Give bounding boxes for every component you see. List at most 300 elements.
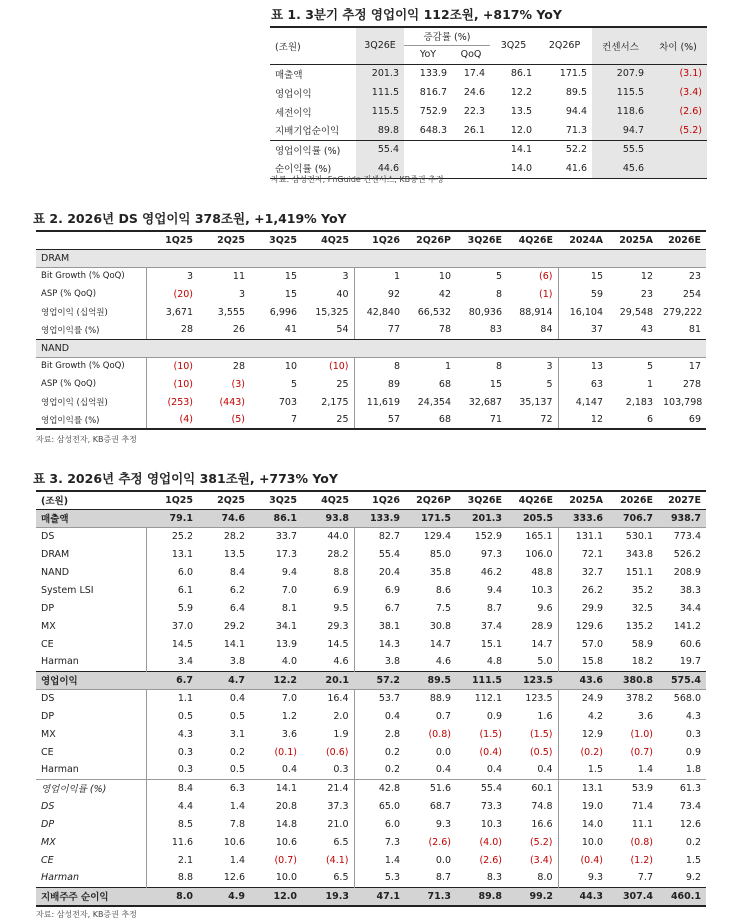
cell-value: (0.5): [529, 746, 553, 758]
row-label: 순이익률 (%): [270, 159, 356, 178]
cell-value: 8.4: [146, 779, 198, 797]
cell-value: 752.9: [419, 106, 447, 117]
cell-value: 28.9: [531, 620, 553, 632]
cell-value: 0.9: [486, 710, 502, 722]
cell-value: 118.6: [592, 102, 649, 121]
cell-value: 15.1: [480, 638, 502, 650]
cell-value: 89.8: [456, 887, 507, 906]
cell-value: 3.6: [281, 728, 297, 740]
cell-value: (2.6): [479, 854, 502, 866]
cell-value: 575.4: [658, 671, 706, 689]
cell-value: 3.4: [146, 653, 198, 671]
table3: [36, 490, 706, 907]
cell-value: 17: [688, 360, 701, 372]
cell-value: 279,222: [663, 306, 703, 318]
cell-value: 7.0: [281, 584, 297, 596]
cell-value: 6.1: [146, 581, 198, 599]
cell-value: 103,798: [663, 396, 703, 408]
cell-value: 1.5: [558, 761, 608, 779]
cell-value: 12: [558, 411, 608, 429]
cell-value: 2025A: [608, 231, 658, 249]
cell-value: 14.7: [531, 638, 553, 650]
cell-value: (4): [146, 411, 198, 429]
cell-value: 44.6: [356, 159, 404, 178]
cell-value: 5.3: [354, 869, 405, 887]
cell-value: 37: [558, 321, 608, 339]
cell-value: 307.4: [608, 887, 658, 906]
cell-value: 2Q25: [198, 231, 250, 249]
cell-value: 19.0: [558, 797, 608, 815]
row-label: Harman: [41, 656, 79, 668]
cell-value: 12.0: [510, 124, 532, 136]
cell-value: 42.8: [354, 779, 405, 797]
cell-value: 45.6: [592, 159, 649, 178]
row-label: Harman: [41, 764, 79, 776]
cell-value: 2024A: [558, 231, 608, 249]
table3-row: [36, 653, 706, 671]
cell-value: 37.4: [480, 620, 502, 632]
cell-value: 12.2: [250, 671, 302, 689]
cell-value: [404, 140, 452, 159]
cell-value: 10.6: [223, 836, 245, 848]
cell-value: 9.5: [333, 602, 349, 614]
cell-value: 165.1: [525, 530, 553, 542]
cell-value: 78: [405, 321, 456, 339]
cell-value: 32,687: [468, 396, 502, 408]
cell-value: 6.0: [146, 563, 198, 581]
cell-value: 0.4: [354, 707, 405, 725]
cell-value: 35,137: [519, 396, 553, 408]
cell-value: 38.3: [679, 584, 701, 596]
cell-value: 201.3: [456, 509, 507, 527]
cell-value: (0.7): [274, 854, 297, 866]
cell-value: 6.2: [229, 584, 245, 596]
row-label: DS: [41, 692, 55, 704]
table3-row: [36, 599, 706, 617]
cell-value: 14.1: [490, 140, 537, 159]
cell-value: 12.6: [223, 872, 245, 884]
cell-value: (6): [539, 270, 553, 282]
cell-value: 8.8: [146, 869, 198, 887]
cell-value: 94.4: [565, 106, 587, 117]
table1-col-diff: 차이 (%): [649, 27, 707, 64]
cell-value: 4.9: [198, 887, 250, 906]
cell-value: 8.7: [486, 602, 502, 614]
cell-value: 89.5: [565, 87, 587, 98]
cell-value: 53.9: [608, 779, 658, 797]
row-label: Bit Growth (% QoQ): [41, 271, 125, 282]
cell-value: (1): [539, 288, 553, 300]
row-label: 영업이익 (십억원): [41, 308, 108, 318]
cell-value: 0.3: [685, 728, 701, 740]
cell-value: 4Q26E: [507, 231, 558, 249]
cell-value: 44.3: [558, 887, 608, 906]
table3-row: [36, 743, 706, 761]
table2-row: [36, 285, 706, 303]
section-label: DRAM: [36, 249, 706, 267]
cell-value: 43.6: [558, 671, 608, 689]
cell-value: 201.3: [356, 64, 404, 83]
cell-value: 0.7: [435, 710, 451, 722]
cell-value: 28.2: [223, 530, 245, 542]
cell-value: 6.5: [333, 872, 349, 884]
cell-value: 15: [284, 288, 297, 300]
cell-value: 816.7: [419, 87, 447, 98]
row-label: 영업이익 (십억원): [41, 398, 108, 408]
cell-value: (1.2): [630, 854, 653, 866]
cell-value: 5: [646, 360, 653, 372]
cell-value: 343.8: [625, 548, 653, 560]
row-label: 영업이익률 (%): [36, 411, 146, 429]
table2: [36, 230, 706, 430]
cell-value: 14.0: [490, 159, 537, 178]
cell-value: 40: [336, 288, 349, 300]
table3-row: [36, 545, 706, 563]
cell-value: 43: [608, 321, 658, 339]
cell-value: 13.1: [146, 545, 198, 563]
cell-value: 0.4: [435, 764, 451, 776]
row-label: 영업이익: [36, 671, 146, 689]
cell-value: 34.1: [275, 620, 297, 632]
table1-row: [270, 121, 707, 140]
table1-main-header: 3Q26E: [356, 27, 404, 64]
cell-value: 73.3: [480, 800, 502, 812]
cell-value: 10.0: [558, 833, 608, 851]
cell-value: 8: [495, 360, 502, 372]
row-label: (조원): [36, 491, 146, 509]
cell-value: 28.2: [327, 548, 349, 560]
cell-value: 141.2: [673, 620, 701, 632]
cell-value: 10.0: [275, 872, 297, 884]
cell-value: 3,671: [146, 303, 198, 321]
cell-value: 15: [489, 378, 502, 390]
cell-value: 55.5: [592, 140, 649, 159]
row-label: 영업이익률 (%): [36, 779, 146, 797]
cell-value: 26.2: [558, 581, 608, 599]
cell-value: 28: [232, 360, 245, 372]
cell-value: 3.6: [637, 710, 653, 722]
cell-value: [649, 140, 707, 159]
cell-value: 10: [438, 270, 451, 282]
table3-row: [36, 635, 706, 653]
cell-value: 24,354: [417, 396, 451, 408]
cell-value: 12.6: [679, 818, 701, 830]
cell-value: (3.1): [649, 64, 707, 83]
cell-value: 66,532: [417, 306, 451, 318]
row-label: DP: [41, 602, 55, 614]
cell-value: 35.8: [429, 566, 451, 578]
cell-value: 20.4: [354, 563, 405, 581]
row-label: DRAM: [41, 548, 70, 560]
cell-value: 8.0: [146, 887, 198, 906]
cell-value: 59: [558, 285, 608, 303]
cell-value: 16.4: [327, 692, 349, 704]
cell-value: 8.6: [435, 584, 451, 596]
cell-value: 71.3: [405, 887, 456, 906]
cell-value: 44.0: [327, 530, 349, 542]
cell-value: 71.3: [565, 124, 587, 136]
table2-section-nand: [36, 339, 706, 357]
cell-value: 15.8: [558, 653, 608, 671]
cell-value: 6.7: [354, 599, 405, 617]
row-label: 매출액: [275, 69, 303, 81]
table3-margin-row: [36, 815, 706, 833]
cell-value: 63: [558, 375, 608, 393]
cell-value: 530.1: [625, 530, 653, 542]
cell-value: 86.1: [510, 68, 532, 80]
cell-value: 32.7: [558, 563, 608, 581]
cell-value: 1Q25: [146, 491, 198, 509]
row-label: CE: [41, 854, 54, 866]
cell-value: 14.5: [146, 635, 198, 653]
cell-value: 0.2: [685, 836, 701, 848]
cell-value: 0.4: [281, 764, 297, 776]
cell-value: 4.6: [435, 656, 451, 668]
cell-value: (2.6): [649, 102, 707, 121]
cell-value: 21.4: [302, 779, 354, 797]
cell-value: 80,936: [468, 306, 502, 318]
cell-value: 568.0: [673, 692, 701, 704]
cell-value: 11: [232, 270, 245, 282]
row-label: Harman: [41, 872, 79, 884]
cell-value: 11.6: [146, 833, 198, 851]
cell-value: 1.2: [281, 710, 297, 722]
cell-value: (2.6): [428, 836, 451, 848]
cell-value: 9.4: [486, 584, 502, 596]
row-label: [36, 231, 146, 249]
cell-value: 0.2: [229, 746, 245, 758]
cell-value: 3.8: [229, 656, 245, 668]
cell-value: 38.1: [354, 617, 405, 635]
table2-row: [36, 357, 706, 375]
cell-value: 25.2: [146, 527, 198, 545]
cell-value: 3: [546, 360, 553, 372]
cell-value: 1.4: [637, 764, 653, 776]
cell-value: 3: [146, 267, 198, 285]
cell-value: 0.2: [354, 761, 405, 779]
cell-value: 25: [302, 411, 354, 429]
cell-value: 4.2: [558, 707, 608, 725]
cell-value: 1.6: [537, 710, 553, 722]
cell-value: 35.2: [631, 584, 653, 596]
cell-value: 13: [558, 357, 608, 375]
table3-margin-row: [36, 833, 706, 851]
cell-value: (4.0): [479, 836, 502, 848]
cell-value: [452, 140, 490, 159]
cell-value: 171.5: [405, 509, 456, 527]
table1-source: 자료: 삼성전자, FnGuide 컨센서스, KB증권 추정: [271, 175, 444, 184]
table1-col-3q25: 3Q25: [490, 27, 537, 64]
cell-value: 6.5: [333, 836, 349, 848]
cell-value: 3Q26E: [456, 491, 507, 509]
cell-value: 5: [546, 378, 553, 390]
cell-value: 60.1: [507, 779, 558, 797]
cell-value: 14.5: [327, 638, 349, 650]
cell-value: 28: [146, 321, 198, 339]
cell-value: 57.2: [354, 671, 405, 689]
cell-value: 15: [284, 270, 297, 282]
cell-value: (4.1): [325, 854, 349, 866]
cell-value: 25: [336, 378, 349, 390]
cell-value: 0.2: [354, 743, 405, 761]
cell-value: 10.3: [480, 818, 502, 830]
cell-value: 88,914: [519, 306, 553, 318]
cell-value: 26: [198, 321, 250, 339]
cell-value: (1.5): [529, 728, 553, 740]
cell-value: 135.2: [625, 620, 653, 632]
row-label: DS: [41, 530, 55, 542]
cell-value: 123.5: [507, 671, 558, 689]
cell-value: 4.0: [281, 656, 297, 668]
cell-value: 5.9: [146, 599, 198, 617]
cell-value: 5: [290, 378, 297, 390]
cell-value: 7.0: [281, 692, 297, 704]
cell-value: 72.1: [558, 545, 608, 563]
row-label: NAND: [41, 566, 70, 578]
cell-value: 55.4: [354, 545, 405, 563]
cell-value: 9.3: [435, 818, 451, 830]
cell-value: 42: [438, 288, 451, 300]
table1-row: [270, 102, 707, 121]
table1-header-row-1: [270, 27, 707, 45]
cell-value: 29,548: [619, 306, 653, 318]
row-label: MX: [41, 836, 56, 848]
cell-value: (3.4): [529, 854, 553, 866]
cell-value: 84: [507, 321, 558, 339]
cell-value: (253): [146, 393, 198, 411]
row-label: 지배주주 순이익: [36, 887, 146, 906]
table2-title: 표 2. 2026년 DS 영업이익 378조원, +1,419% YoY: [33, 211, 347, 226]
row-label: MX: [41, 728, 56, 740]
row-label: CE: [41, 746, 54, 758]
cell-value: 8.4: [229, 566, 245, 578]
cell-value: 52.2: [537, 140, 592, 159]
row-label: ASP (% QoQ): [41, 379, 97, 389]
cell-value: 8: [495, 288, 502, 300]
cell-value: 55.4: [356, 140, 404, 159]
cell-value: 526.2: [673, 548, 701, 560]
cell-value: 4.8: [486, 656, 502, 668]
cell-value: 57: [354, 411, 405, 429]
cell-value: 14.1: [223, 638, 245, 650]
cell-value: 97.3: [480, 548, 502, 560]
row-label: DP: [41, 710, 55, 722]
table3-row: [36, 563, 706, 581]
cell-value: 30.8: [429, 620, 451, 632]
table3-title: 표 3. 2026년 추정 영업이익 381조원, +773% YoY: [33, 471, 338, 486]
cell-value: 8.0: [537, 872, 553, 884]
cell-value: 74.8: [531, 800, 553, 812]
cell-value: 29.9: [558, 599, 608, 617]
cell-value: 24.9: [558, 689, 608, 707]
cell-value: 2Q26P: [405, 231, 456, 249]
cell-value: 46.2: [480, 566, 502, 578]
cell-value: 1.4: [354, 851, 405, 869]
table3-row: [36, 617, 706, 635]
cell-value: 34.4: [679, 602, 701, 614]
cell-value: 42,840: [354, 303, 405, 321]
cell-value: 2.1: [146, 851, 198, 869]
table3-row: [36, 725, 706, 743]
cell-value: 3.1: [229, 728, 245, 740]
cell-value: 4.7: [198, 671, 250, 689]
cell-value: 706.7: [608, 509, 658, 527]
row-label: 영업이익률 (%): [36, 321, 146, 339]
cell-value: 14.1: [250, 779, 302, 797]
cell-value: 133.9: [419, 68, 447, 80]
cell-value: 57.0: [558, 635, 608, 653]
table3-net-income: [36, 887, 706, 906]
cell-value: 0.5: [229, 710, 245, 722]
cell-value: 1Q25: [146, 231, 198, 249]
cell-value: 23: [688, 270, 701, 282]
cell-value: 6.0: [354, 815, 405, 833]
cell-value: 6.7: [146, 671, 198, 689]
cell-value: 703: [278, 396, 297, 408]
cell-value: 29.2: [223, 620, 245, 632]
cell-value: 5: [495, 270, 502, 282]
cell-value: 68.7: [429, 800, 451, 812]
row-label: DP: [41, 818, 55, 830]
table2-row: [36, 321, 706, 339]
table1: [270, 26, 707, 179]
cell-value: 85.0: [429, 548, 451, 560]
cell-value: 131.1: [558, 527, 608, 545]
cell-value: 26.1: [463, 124, 485, 136]
cell-value: 0.3: [146, 761, 198, 779]
cell-value: 1.4: [229, 854, 245, 866]
cell-value: 123.5: [525, 692, 553, 704]
row-label: 영업이익률 (%): [270, 140, 356, 159]
row-label: MX: [41, 620, 56, 632]
cell-value: 33.7: [275, 530, 297, 542]
cell-value: 14.8: [275, 818, 297, 830]
cell-value: 2026E: [658, 231, 706, 249]
cell-value: 6.3: [198, 779, 250, 797]
cell-value: 19.7: [679, 656, 701, 668]
cell-value: 112.1: [474, 692, 502, 704]
cell-value: 19.3: [302, 887, 354, 906]
cell-value: 54: [302, 321, 354, 339]
cell-value: (10): [146, 357, 198, 375]
cell-value: 12: [640, 270, 653, 282]
cell-value: (10): [328, 360, 349, 372]
cell-value: 0.5: [146, 707, 198, 725]
cell-value: 11,619: [354, 393, 405, 411]
cell-value: 18.2: [631, 656, 653, 668]
row-label: 세전이익: [275, 107, 312, 119]
cell-value: 3Q25: [250, 231, 302, 249]
cell-value: 7.8: [229, 818, 245, 830]
row-label: System LSI: [41, 584, 94, 596]
cell-value: 16,104: [558, 303, 608, 321]
cell-value: 278: [682, 378, 701, 390]
cell-value: 88.9: [429, 692, 451, 704]
cell-value: 171.5: [559, 68, 587, 80]
cell-value: 15,325: [315, 306, 349, 318]
cell-value: 7: [250, 411, 302, 429]
cell-value: 0.0: [435, 854, 451, 866]
row-label: CE: [41, 638, 54, 650]
cell-value: 99.2: [507, 887, 558, 906]
cell-value: 648.3: [419, 124, 447, 136]
cell-value: 17.4: [463, 68, 485, 80]
cell-value: 460.1: [658, 887, 706, 906]
cell-value: (0.1): [274, 746, 297, 758]
cell-value: 29.3: [327, 620, 349, 632]
cell-value: (1.0): [630, 728, 653, 740]
cell-value: 2025A: [558, 491, 608, 509]
